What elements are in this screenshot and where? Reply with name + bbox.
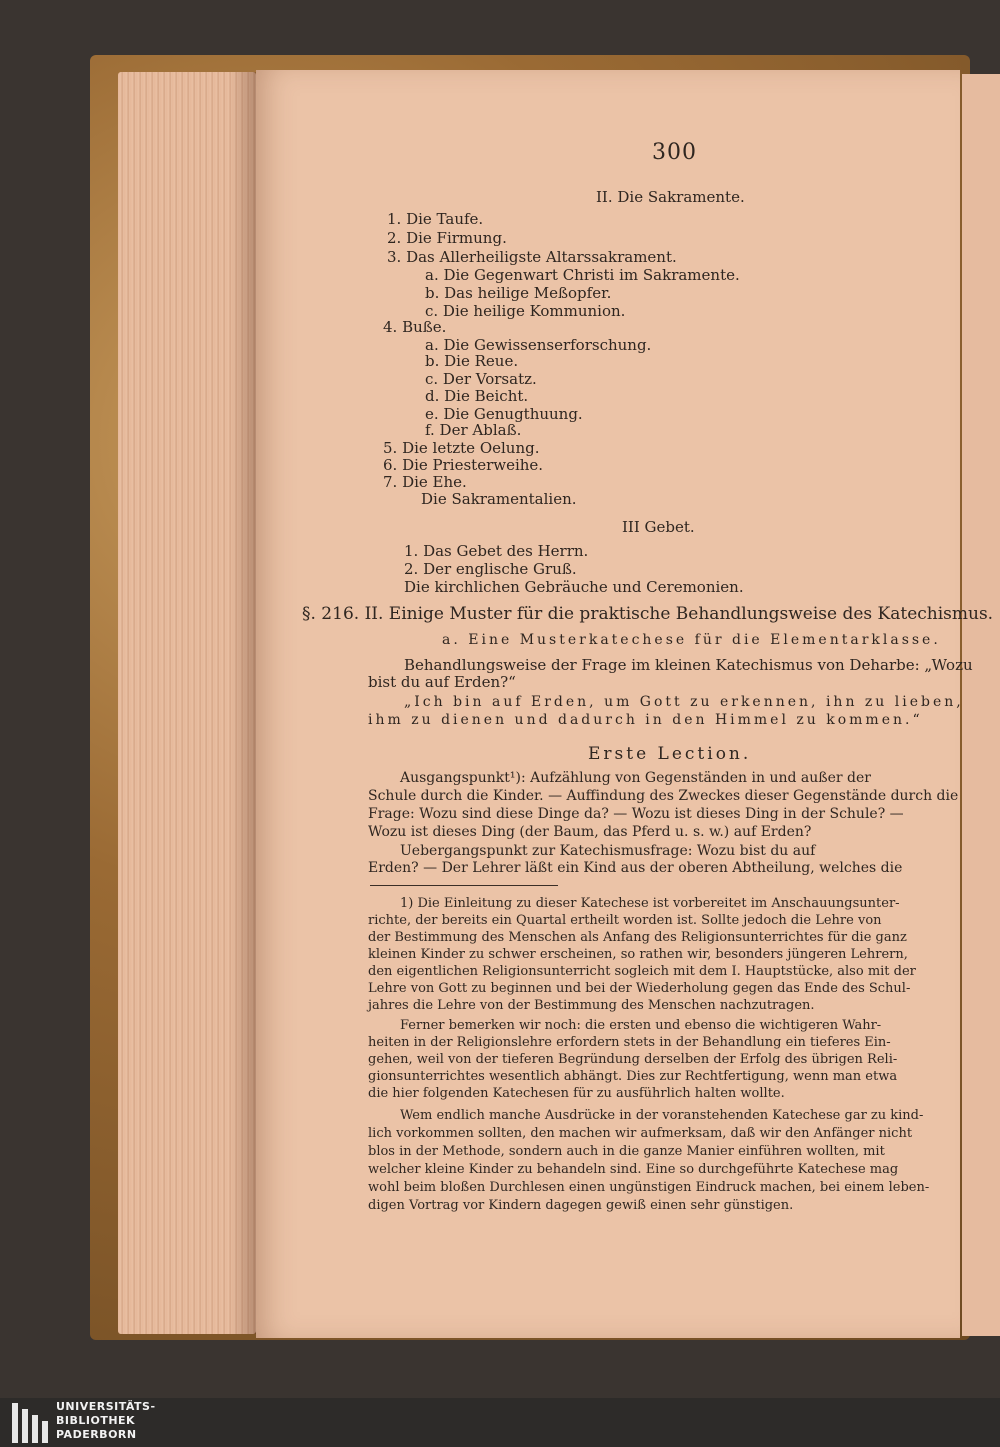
list-item: 2. Die Firmung. <box>387 229 507 247</box>
lesson-line: Uebergangspunkt zur Katechismusfrage: Wozu bist du auf <box>400 843 816 859</box>
footnote-line: heiten in der Religionslehre erfordern stets in der Behandlung ein tieferes Ein- <box>368 1035 891 1050</box>
list-item: Die kirchlichen Gebräuche und Ceremonien. <box>404 578 744 596</box>
body-line: „Ich bin auf Erden, um Gott zu erkennen, ihn zu lieben, <box>404 694 964 710</box>
body-line: bist du auf Erden?“ <box>368 673 516 691</box>
list-item: 3. Das Allerheiligste Altarssakrament. <box>387 248 677 266</box>
lesson-title: Erste Lection. <box>588 744 752 764</box>
body-line: Behandlungsweise der Frage im kleinen Katechismus von Deharbe: „Wozu <box>404 656 973 674</box>
list-item: b. Das heilige Meßopfer. <box>425 284 612 302</box>
footnote-line: jahres die Lehre von der Bestimmung des Menschen nachzutragen. <box>368 998 815 1013</box>
footnote-line: Ferner bemerken wir noch: die ersten und ebenso die wichtigeren Wahr- <box>400 1018 882 1033</box>
footnote-line: kleinen Kinder zu schwer erscheinen, so rathen wir, besonders jüngeren Lehrern, <box>368 947 908 962</box>
list-item: Die Sakramentalien. <box>421 490 577 508</box>
footnote-line: die hier folgenden Katechesen für zu ausführlich halten wollte. <box>368 1086 785 1101</box>
lesson-line: Erden? — Der Lehrer läßt ein Kind aus der oberen Abtheilung, welches die <box>368 860 903 876</box>
heading-sakramente: II. Die Sakramente. <box>596 188 745 206</box>
lesson-line: Schule durch die Kinder. — Auffindung des Zweckes dieser Gegenstände durch die <box>368 788 959 804</box>
footnote-line: lich vorkommen sollten, den machen wir aufmerksam, daß wir den Anfänger nicht <box>368 1126 913 1141</box>
footnote-line: richte, der bereits ein Quartal ertheilt worden ist. Sollte jedoch die Lehre von <box>368 913 882 928</box>
facing-page-edge <box>962 74 1000 1336</box>
list-item: 6. Die Priesterweihe. <box>383 456 544 474</box>
list-item: c. Die heilige Kommunion. <box>425 302 626 320</box>
list-item: c. Der Vorsatz. <box>425 370 537 388</box>
page-edges-shadow <box>230 72 256 1334</box>
footnote-line: den eigentlichen Religionsunterricht sogleich mit dem I. Hauptstücke, also mit der <box>368 964 916 979</box>
list-item: 7. Die Ehe. <box>383 473 467 491</box>
logo-line: UNIVERSITÄTS- <box>56 1400 156 1413</box>
subsection-heading: a. Eine Musterkatechese für die Elementarklasse. <box>442 632 941 648</box>
list-item: f. Der Ablaß. <box>425 421 522 439</box>
footnote-line: blos in der Methode, sondern auch in die ganze Manier einführen wollten, mit <box>368 1144 885 1159</box>
logo-line: BIBLIOTHEK <box>56 1414 136 1427</box>
list-item: 4. Buße. <box>383 318 447 336</box>
list-item: 2. Der englische Gruß. <box>404 560 577 578</box>
list-item: e. Die Genugthuung. <box>425 405 583 423</box>
footnote-line: 1) Die Einleitung zu dieser Katechese ist vorbereitet im Anschauungsunter- <box>400 896 900 911</box>
footnote-line: der Bestimmung des Menschen als Anfang des Religionsunterrichtes für die ganz <box>368 930 907 945</box>
list-item: d. Die Beicht. <box>425 387 529 405</box>
footnote-line: gionsunterrichtes wesentlich abhängt. Dies zur Rechtfertigung, wenn man etwa <box>368 1069 898 1084</box>
list-item: a. Die Gegenwart Christi im Sakramente. <box>425 266 740 284</box>
lesson-line: Frage: Wozu sind diese Dinge da? — Wozu ist dieses Ding in der Schule? — <box>368 806 904 822</box>
footnote-line: wohl beim bloßen Durchlesen einen ungünstigen Eindruck machen, bei einem leben- <box>368 1180 930 1195</box>
lesson-line: Ausgangspunkt¹): Aufzählung von Gegenständen in und außer der <box>400 770 871 786</box>
footnote-line: Lehre von Gott zu beginnen und bei der Wiederholung gegen das Ende des Schul- <box>368 981 911 996</box>
footnote-line: gehen, weil von der tieferen Begründung derselben der Erfolg des übrigen Reli- <box>368 1052 898 1067</box>
page-number: 300 <box>652 140 697 165</box>
logo-line: PADERBORN <box>56 1428 137 1441</box>
footnote-line: Wem endlich manche Ausdrücke in der voranstehenden Katechese gar zu kind- <box>400 1108 924 1123</box>
list-item: a. Die Gewissenserforschung. <box>425 336 652 354</box>
list-item: 1. Die Taufe. <box>387 210 484 228</box>
list-item: 1. Das Gebet des Herrn. <box>404 542 589 560</box>
footnote-line: welcher kleine Kinder zu behandeln sind. Eine so durchgeführte Katechese mag <box>368 1162 899 1177</box>
library-logo-text <box>56 1400 156 1442</box>
body-line: ihm zu dienen und dadurch in den Himmel zu kommen.“ <box>368 712 923 728</box>
heading-gebet: III Gebet. <box>622 518 695 536</box>
lesson-line: Wozu ist dieses Ding (der Baum, das Pferd u. s. w.) auf Erden? <box>368 824 812 840</box>
footnote-line: digen Vortrag vor Kindern dagegen gewiß einen sehr günstigen. <box>368 1198 794 1213</box>
library-logo-icon <box>10 1401 50 1445</box>
footnote-rule <box>370 885 558 886</box>
list-item: 5. Die letzte Oelung. <box>383 439 540 457</box>
section-heading: §. 216. II. Einige Muster für die praktische Behandlungsweise des Katechismus. <box>302 604 994 624</box>
list-item: b. Die Reue. <box>425 352 519 370</box>
